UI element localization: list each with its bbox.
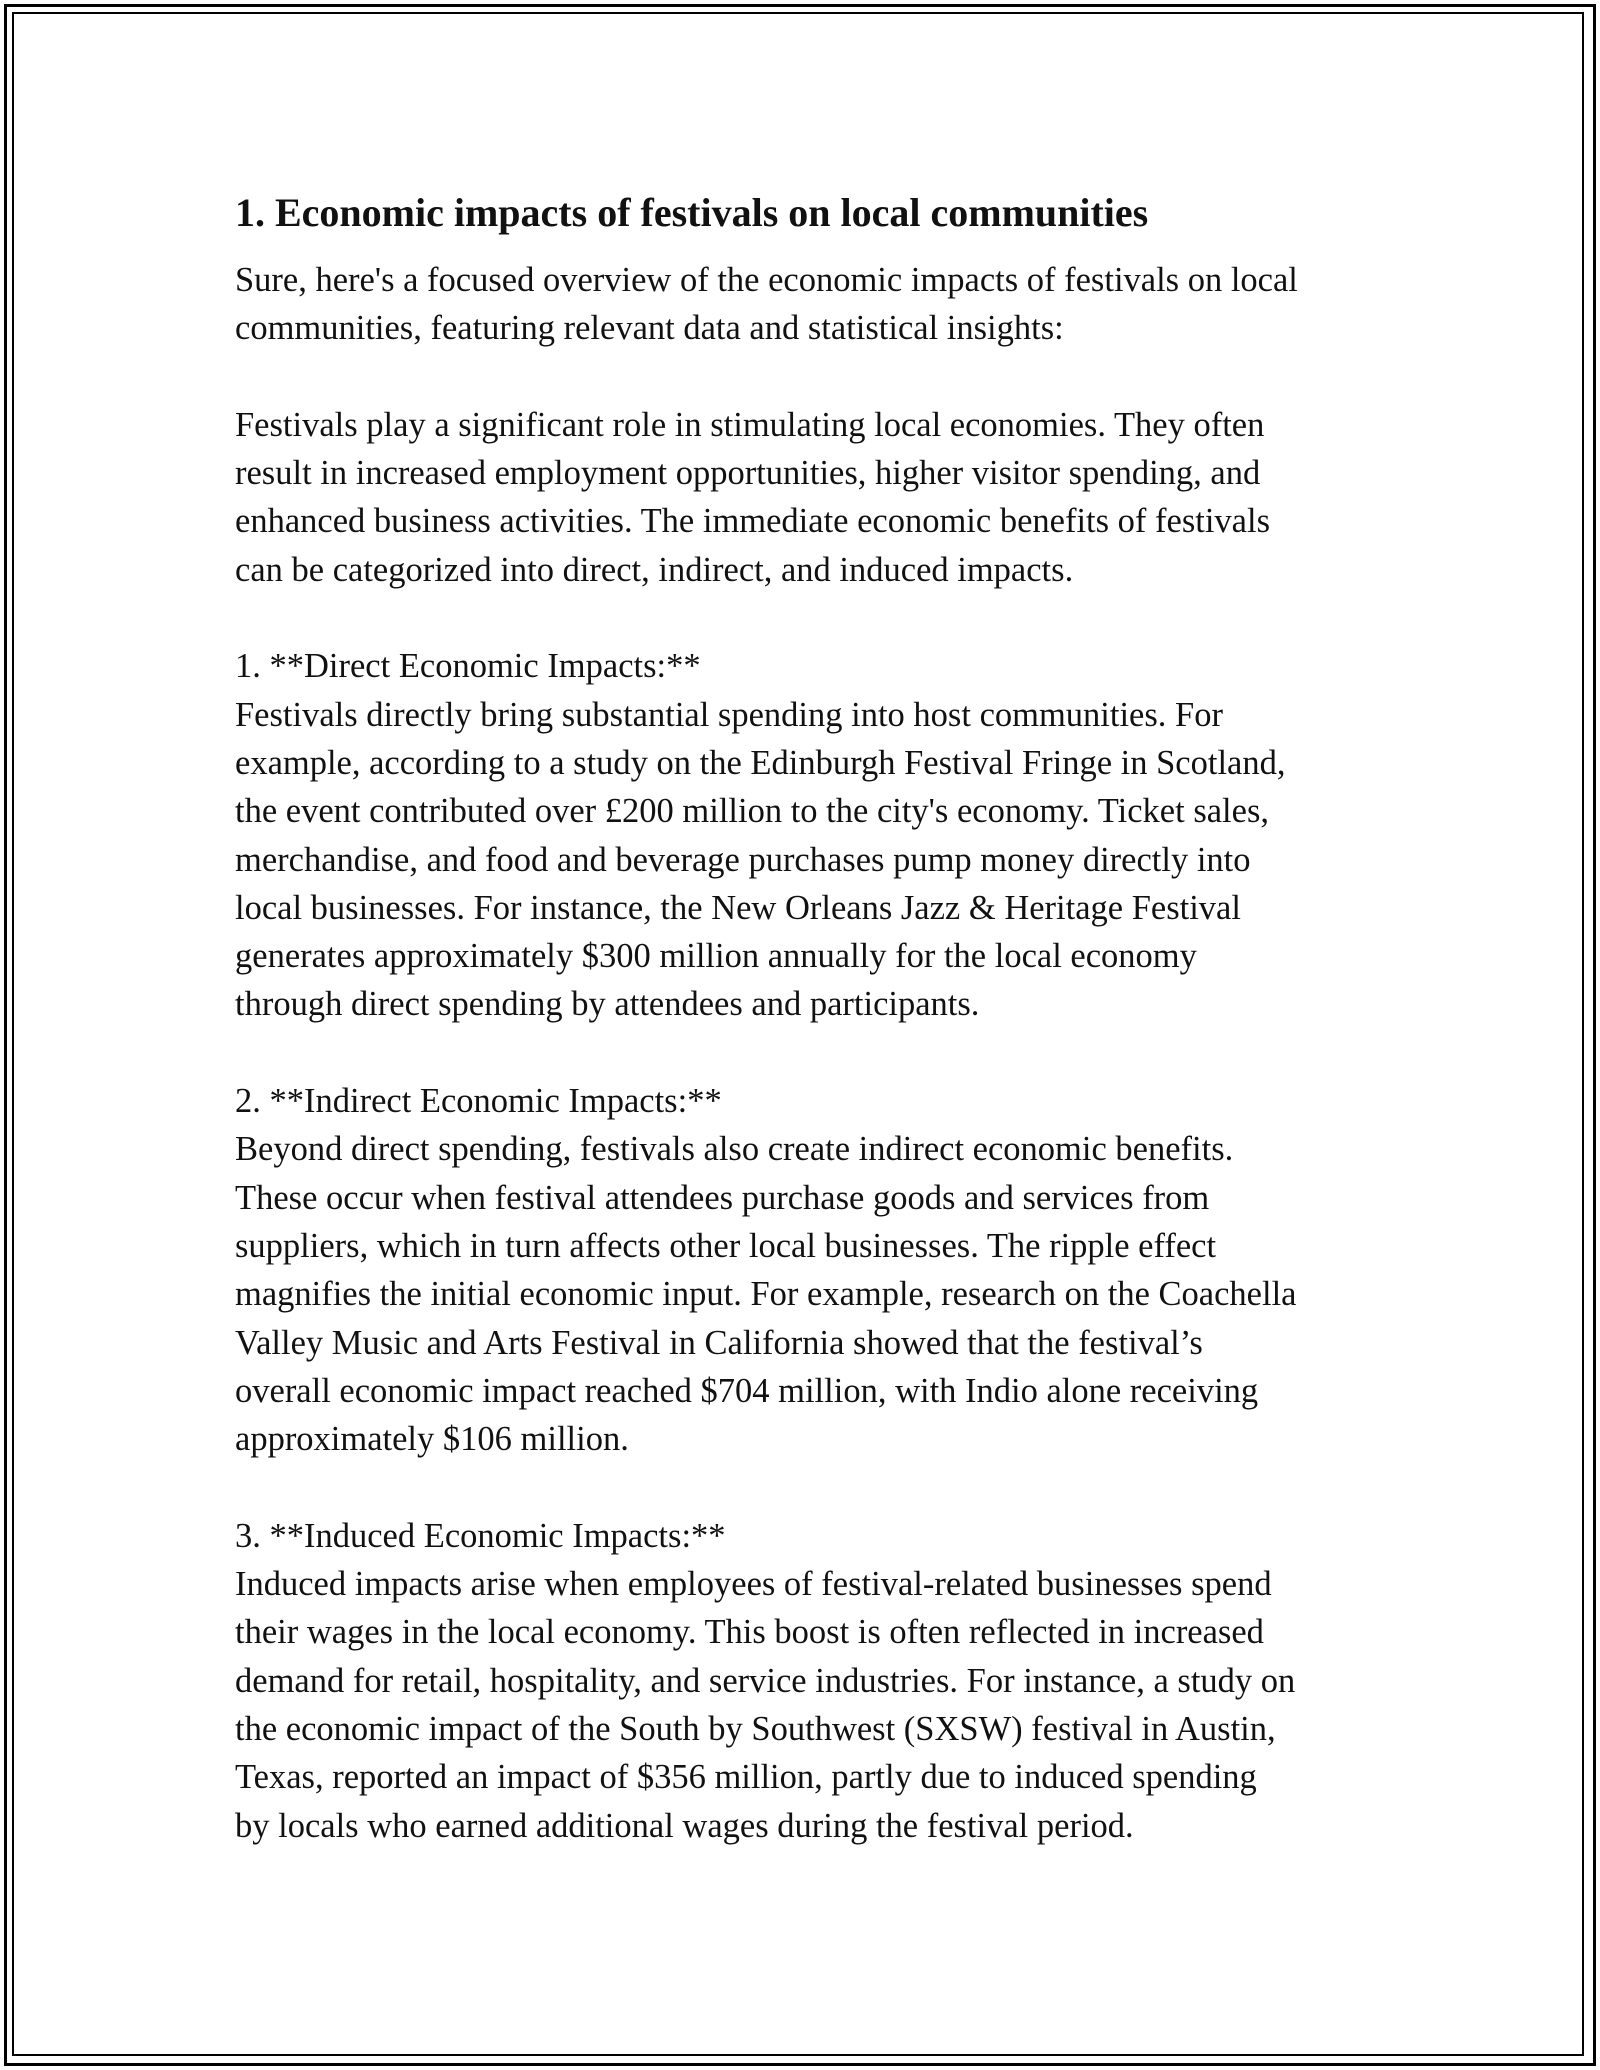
document-heading: 1. Economic impacts of festivals on local communities [235,190,1149,235]
section-indirect-impacts [235,1077,1375,1463]
section-body: Induced impacts arise when employees of festival-related businesses spend their wages in the local economy. This boost is often reflected in increased demand for retail, hospitality, and service industries. For instance, a study on the economic impact of the South by Southwest (SXSW) festival in Austin, Texas, reported an impact of $356 million, partly due to induced spending by locals who earned additional wages during the festival period. [235,1565,1296,1845]
paragraph-spacer [235,353,1375,401]
section-induced-impacts [235,1512,1375,1850]
overview-paragraph: Festivals play a significant role in stimulating local economies. They often result in increased employment opportunities, higher visitor spending, and enhanced business activities. The immediate economic benefits of festivals can be categorized into direct, indirect, and induced impacts. [235,405,1270,589]
paragraph-spacer [235,594,1375,642]
section-body: Festivals directly bring substantial spending into host communities. For example, according to a study on the Edinburgh Festival Fringe in Scotland, the event contributed over £200 million to the city's economy. Ticket sales, merchandise, and food and beverage purchases pump money directly into local businesses. For instance, the New Orleans Jazz & Heritage Festival generates approximately $300 million annually for the local economy through direct spending by attendees and participants. [235,695,1286,1024]
paragraph-spacer [235,1029,1375,1077]
section-direct-impacts [235,642,1375,1028]
intro-paragraph: Sure, here's a focused overview of the economic impacts of festivals on local communities, featuring relevant data and statistical insights: [235,261,1298,348]
section-title: 1. **Direct Economic Impacts:** [235,647,701,686]
paragraph-spacer [235,1463,1375,1511]
section-body: Beyond direct spending, festivals also create indirect economic benefits. These occur when festival attendees purchase goods and services from suppliers, which in turn affects other local businesses. The ripple effect magnifies the initial economic input. For example, research on the Coachella Valley Music and Arts Festival in California showed that the festival’s overall economic impact reached $704 million, with Indio alone receiving approximately $106 million. [235,1130,1297,1459]
section-title: 3. **Induced Economic Impacts:** [235,1516,726,1555]
section-title: 2. **Indirect Economic Impacts:** [235,1082,722,1121]
document-body [235,186,1375,1850]
